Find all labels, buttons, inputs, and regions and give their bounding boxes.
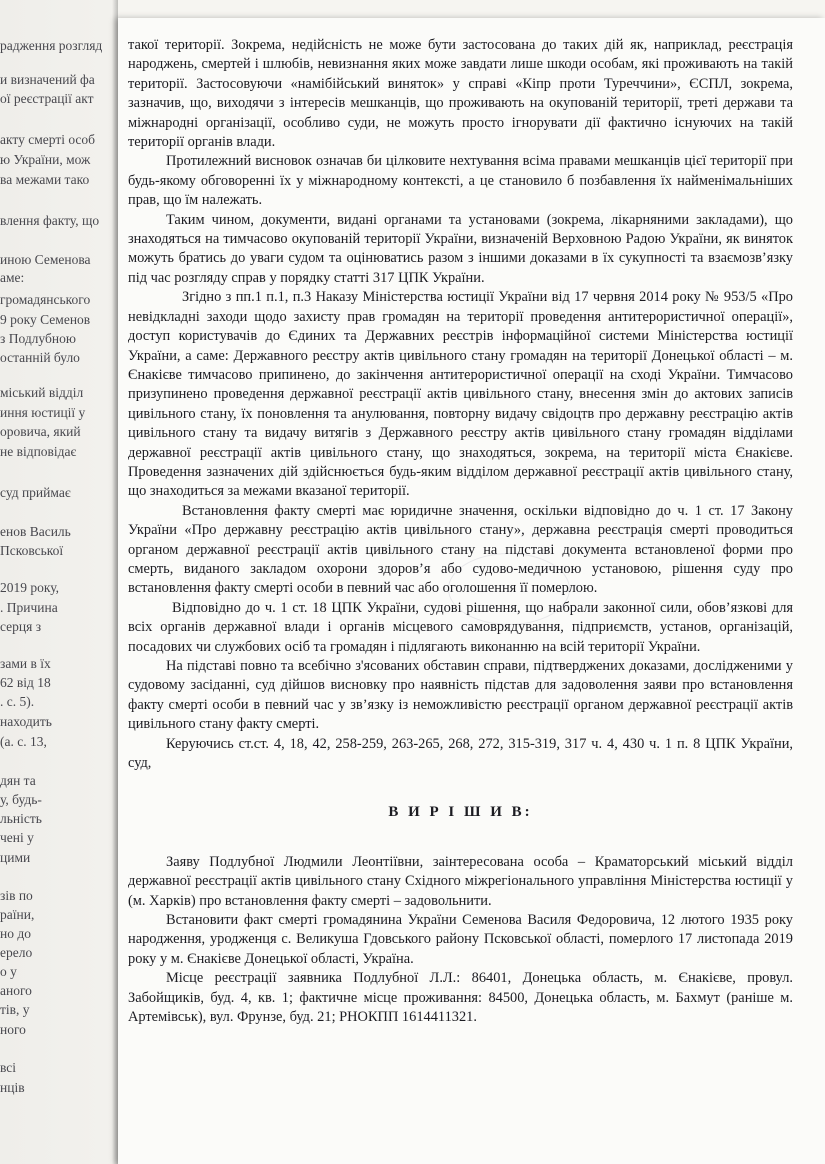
- underpage-line: останній було: [0, 350, 80, 365]
- underpage-line: енов Василь: [0, 524, 71, 539]
- underpage-line: находить: [0, 714, 52, 729]
- underpage-line: ю України, мож: [0, 152, 91, 167]
- underpage-line: . с. 5).: [0, 694, 35, 709]
- underpage-line: аме:: [0, 270, 25, 285]
- underpage-line: (а. с. 13,: [0, 734, 47, 749]
- underpage-line: дян та: [0, 773, 36, 788]
- underpage-line: влення факту, що: [0, 213, 100, 228]
- document-body: [128, 36, 793, 1028]
- underpage-line: міський відділ: [0, 385, 84, 400]
- underpage-line: серця з: [0, 619, 42, 634]
- underpage-line: о у: [0, 964, 17, 979]
- underpage-line: . Причина: [0, 600, 58, 615]
- underpage-line: чені у: [0, 830, 34, 845]
- paragraph: На підставі повно та всебічно з'ясованих обставин справи, підтверджених доказами, дослідженими у судовому засіданні, суд дійшов висновку про наявність підстав для задоволення заяви про встановлення факту смерті особи в певний час у зв’язку із неможливістю реєстрації органом державної реєстрації актів цивільного стану факту смерті.: [128, 658, 793, 733]
- underpage-line: раїни,: [0, 907, 35, 922]
- paragraph: Керуючись ст.ст. 4, 18, 42, 258-259, 263-265, 268, 272, 315-319, 317 ч. 4, 430 ч. 1 п. 8 ЦПК України, суд,: [128, 735, 793, 772]
- underpage-line: ного: [0, 1022, 26, 1037]
- underpage-line: не відповідає: [0, 444, 77, 459]
- underpage-line: но до: [0, 926, 31, 941]
- underpage-line: оровича, який: [0, 424, 81, 439]
- paragraph: Таким чином, документи, видані органами та установами (зокрема, лікарняними закладами), що знаходяться на тимчасово окупованій території України, визначеній Верховною Радою України, як виняток можуть братись до уваги судом та оцінюватись разом з іншими доказами в їх сукупності та взаємозв’язку під час розгляду справ у порядку статті 317 ЦПК України.: [128, 211, 793, 286]
- underpage-line: ерело: [0, 945, 33, 960]
- underpage-line: Псковської: [0, 543, 64, 558]
- underpage-line: зів по: [0, 888, 33, 903]
- paragraph: Протилежний висновок означав би цілковите нехтування всіма правами мешканців цієї території при будь-якому обговоренні їх у міжнародному контексті, а це становило б позбавлення їх найменімальніших прав, що їм належать.: [128, 153, 793, 209]
- underpage-line: суд приймає: [0, 485, 71, 500]
- paragraph: Відповідно до ч. 1 ст. 18 ЦПК України, судові рішення, що набрали законної сили, обов’язкові для всіх органів державної влади і органів місцевого самоврядування, підприємств, установ, організацій, посадових чи службових осіб та громадян і підлягають виконанню на всій території України.: [128, 599, 793, 655]
- resolution-heading: В И Р І Ш И В:: [388, 804, 533, 821]
- underpage-line: и визначений фа: [0, 72, 95, 87]
- underpage-line: иною Семенова: [0, 252, 91, 267]
- underpage-line: зами в їх: [0, 656, 51, 671]
- underpage-line: у, будь-: [0, 792, 42, 807]
- document-page: [118, 18, 825, 1164]
- underpage-line: 62 від 18: [0, 675, 51, 690]
- underpage-line: з Подлубною: [0, 331, 76, 346]
- underpage-line: 9 року Семенов: [0, 312, 91, 327]
- underpage-line: иння юстиції у: [0, 405, 86, 420]
- underpage-line: ва межами тако: [0, 172, 90, 187]
- underpage-line: радження розгляд: [0, 38, 103, 53]
- page-top-margin: [118, 0, 825, 18]
- paragraph: Згідно з пп.1 п.1, п.3 Наказу Міністерства юстиції України від 17 червня 2014 року № 953/5 «Про невідкладні заходи щодо захисту прав громадян на території проведення антитерористичної операції», доступ користувачів до Єдиних та Державних реєстрів інформаційної системи Міністерства юстиції України, а саме: Державного реєстру актів цивільного стану громадян на території Донецької області – м. Єнакієве тимчасово припинено, до закінчення антитерористичної операції на сході України. Тимчасово призупинено проведення державної реєстрації актів цивільного стану, внесення змін до актових записів цивільного стану, їх поновлення та анулювання, повторну видачу свідоцтв про державну реєстрацію актів цивільного стану та видачу витягів з Державного реєстру актів цивільного стану громадян відділами державної реєстрації актів цивільного стану, що знаходяться, зокрема, на території міста Єнакієве. Проведення зазначених дій здійснюється будь-яким відділом державної реєстрації актів цивільного стану, що знаходиться за межами вказаної території.: [128, 289, 793, 500]
- resolution-item: Заяву Подлубної Людмили Леонтіївни, заінтересована особа – Краматорський міський відділ державної реєстрації актів цивільного стану Східного міжрегіонального управління Міністерства юстиції у (м. Харків) про встановлення факту смерті – задовольнити.: [128, 853, 793, 909]
- underpage-line: громадянського: [0, 292, 91, 307]
- underpage-line: аного: [0, 983, 32, 998]
- underpage-line: нців: [0, 1080, 25, 1095]
- underpage-line: цими: [0, 850, 31, 865]
- underpage-line: тів, у: [0, 1002, 30, 1017]
- underpage-line: льність: [0, 811, 42, 826]
- underpage-line: ої реєстрації акт: [0, 91, 94, 106]
- paragraph-continuation: такої території. Зокрема, недійсність не може бути застосована до таких дій як, наприклад, реєстрація народжень, смертей і шлюбів, невизнання яких може завдати лише шкоди особам, які проживають на такій території. Застосовуючи «намібійський виняток» у справі «Кіпр проти Туреччини», ЄСПЛ, зокрема, зазначив, що, виходячи з інтересів мешканців, що проживають на окупованій території, треті держави та міжнародні організації, особливо суди, не можуть просто ігнорувати дії фактично існуючих на такій території органів влади.: [128, 37, 793, 151]
- underpage-line: 2019 року,: [0, 580, 60, 595]
- resolution-item: Встановити факт смерті громадянина України Семенова Василя Федоровича, 12 лютого 1935 року народження, уродженця с. Великуша Гдовського району Псковської області, померлого 17 листопада 2019 року у м. Єнакієве Донецької області, Україна.: [128, 912, 793, 967]
- underpage-line: всі: [0, 1060, 17, 1075]
- underpage-line: акту смерті особ: [0, 132, 96, 147]
- paragraph: Встановлення факту смерті має юридичне значення, оскільки відповідно до ч. 1 ст. 17 Закону України «Про державну реєстрацію актів цивільного стану», державна реєстрація смерті проводиться органом державної реєстрації актів цивільного стану на підставі документа встановленої форми про смерть, виданого закладом охорони здоров’я або судово-медичною установою, рішення суду про встановлення факту смерті особи в певний час або оголошення її померлою.: [128, 502, 793, 597]
- resolution-item: Місце реєстрації заявника Подлубної Л.Л.: 86401, Донецька область, м. Єнакієве, провул. Забойщиків, буд. 4, кв. 1; фактичне місце проживання: 84500, Донецька область, м. Бахмут (раніше м. Артемівськ), вул. Фрунзе, буд. 21; РНОКПП 1614411321.: [128, 970, 793, 1026]
